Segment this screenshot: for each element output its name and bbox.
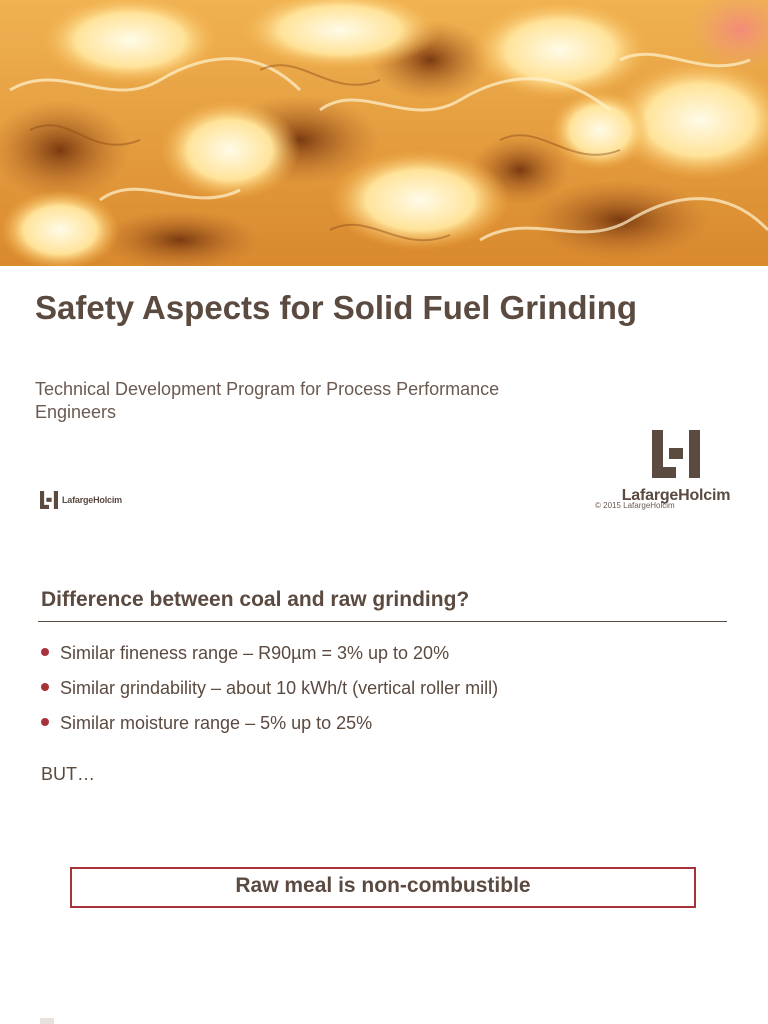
- bullet-text: Similar fineness range – R90µm = 3% up to 20%: [60, 643, 450, 663]
- large-logo-wordmark: LafargeHolcim: [621, 487, 731, 504]
- bullet-list: [41, 642, 498, 747]
- small-logo: [40, 491, 122, 509]
- next-slide-edge: [40, 1018, 54, 1024]
- bullet-dot-icon: [41, 718, 49, 726]
- content-slide: [0, 542, 768, 1024]
- presentation-subtitle: Technical Development Program for Process Performance Engineers: [35, 379, 500, 422]
- lh-logo-mark-icon: [40, 491, 58, 509]
- lh-logo-mark-large-icon: [652, 430, 700, 478]
- but-text: BUT…: [41, 764, 95, 784]
- bullet-text: Similar grindability – about 10 kWh/t (vertical roller mill): [60, 678, 499, 698]
- bullet-text: Similar moisture range – 5% up to 25%: [60, 713, 373, 733]
- list-item: [41, 642, 498, 677]
- callout-text: Raw meal is non-combustible: [235, 874, 531, 897]
- bullet-dot-icon: [41, 648, 49, 656]
- bullet-dot-icon: [41, 683, 49, 691]
- large-logo: [614, 430, 738, 505]
- slide-divider: [0, 528, 768, 542]
- fire-banner-image: [0, 0, 768, 266]
- heading-rule: [38, 621, 727, 622]
- callout-box: [70, 867, 696, 908]
- small-logo-wordmark: LafargeHolcim: [62, 495, 122, 505]
- list-item: [41, 712, 498, 747]
- list-item: [41, 677, 498, 712]
- presentation-title: Safety Aspects for Solid Fuel Grinding: [35, 289, 638, 326]
- copyright-notice: © 2015 LafargeHolcim: [595, 501, 675, 510]
- slide-heading: Difference between coal and raw grinding?: [41, 588, 470, 611]
